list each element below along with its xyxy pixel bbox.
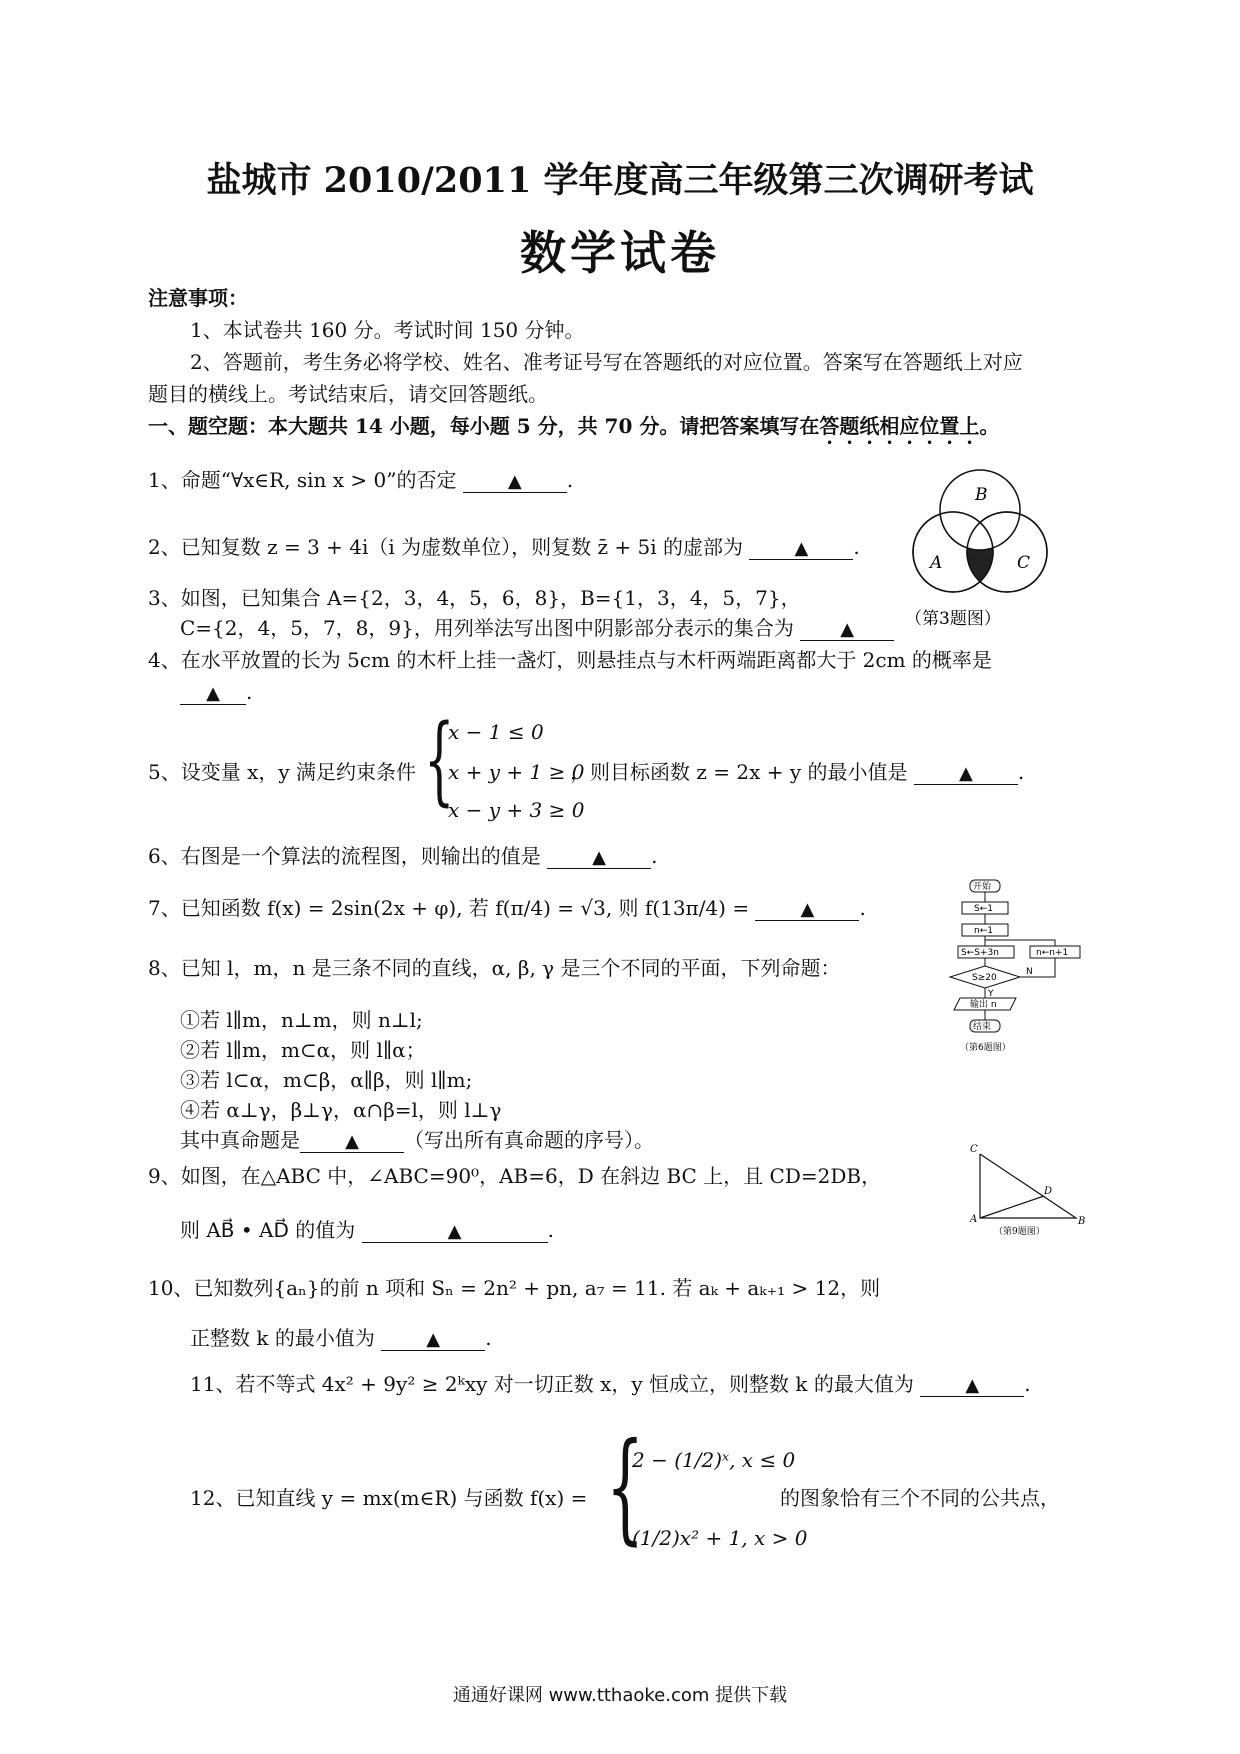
answer-blank: ▲ — [547, 848, 651, 869]
q6-text: 6、右图是一个算法的流程图，则输出的值是 — [148, 844, 541, 868]
note-item-2-cont: 题目的横线上。考试结束后，请交回答题纸。 — [148, 382, 548, 406]
question-4: 4、在水平放置的长为 5cm 的木杆上挂一盏灯，则悬挂点与木杆两端距离都大于 2cm 的概率是 — [148, 648, 992, 672]
q9-end: . — [547, 1218, 554, 1242]
question-5: 5、设变量 x，y 满足约束条件 — [148, 760, 417, 784]
q3-text: C={2，4，5，7，8，9}，用列举法写出图中阴影部分表示的集合为 — [180, 616, 794, 640]
q5-constraint-2: x + y + 1 ≥ 0 — [448, 760, 585, 784]
flow-end: 结束 — [973, 1022, 992, 1032]
q7-end: . — [859, 896, 866, 920]
flow-n-init: n←1 — [974, 926, 993, 936]
question-12: 12、已知直线 y = mx(m∈R) 与函数 f(x) = — [190, 1486, 588, 1510]
q8-proposition-4: ④若 α⊥γ，β⊥γ，α∩β=l，则 l⊥γ — [180, 1098, 502, 1122]
flow-s-init: S←1 — [974, 904, 993, 914]
question-8-ask — [180, 1128, 654, 1153]
q5-constraint-1: x − 1 ≤ 0 — [448, 720, 544, 744]
flow-caption: （第6题图） — [960, 1043, 1011, 1053]
triangle-label-c: C — [970, 1144, 978, 1155]
question-10-cont — [190, 1326, 492, 1351]
q5-brace: { — [424, 704, 455, 816]
question-2 — [148, 535, 860, 560]
answer-blank: ▲ — [800, 620, 894, 641]
q1-text: 1、命题“∀x∈R, sin x > 0”的否定 — [148, 468, 457, 492]
q5-text: ，则目标函数 z = 2x + y 的最小值是 — [570, 760, 908, 784]
q8-ask-end: （写出所有真命题的序号）。 — [404, 1128, 654, 1152]
answer-blank: ▲ — [749, 539, 853, 560]
q2-end: . — [853, 535, 860, 559]
exam-title: 盐城市 2010/2011 学年度高三年级第三次调研考试 — [206, 160, 1034, 201]
q8-proposition-2: ②若 l∥m，m⊂α，则 l∥α； — [180, 1038, 426, 1062]
q7-text: 7、已知函数 f(x) = 2sin(2x + φ), 若 f(π/4) = √3, 则 f(13π/4) = — [148, 896, 750, 920]
triangle-label-d: D — [1044, 1186, 1053, 1197]
answer-blank: ▲ — [920, 1376, 1024, 1397]
venn-label-c: C — [1017, 553, 1031, 573]
flow-yes-label: Y — [988, 989, 994, 999]
venn-caption: （第3题图） — [905, 609, 1001, 629]
question-3-cont — [180, 616, 894, 641]
answer-blank: ▲ — [300, 1132, 404, 1153]
flow-start: 开始 — [973, 882, 992, 892]
flow-no-label: N — [1026, 967, 1033, 977]
question-4-cont — [180, 680, 252, 705]
q1-end: . — [566, 468, 574, 492]
question-3: 3、如图，已知集合 A={2，3，4，5，6，8}，B={1，3，4，5，7}， — [148, 586, 801, 610]
page-footer: 通通好课网 www.tthaoke.com 提供下载 — [452, 1685, 788, 1706]
question-1 — [148, 468, 573, 493]
note-item-1: 1、本试卷共 160 分。考试时间 150 分钟。 — [190, 318, 585, 342]
section-lead: 一、题空题：本大题共 14 小题，每小题 5 分，共 70 分。请把答案填写在 — [148, 414, 820, 438]
answer-blank: ▲ — [362, 1222, 548, 1243]
question-9-cont — [180, 1218, 554, 1243]
triangle-caption: （第9题图） — [994, 1227, 1045, 1237]
question-8: 8、已知 l，m，n 是三条不同的直线，α, β, γ 是三个不同的平面，下列命题： — [148, 956, 841, 980]
q10-end: . — [485, 1326, 492, 1350]
section-heading — [148, 414, 999, 449]
q5-end: . — [1017, 760, 1025, 784]
flow-s-update: S←S+3n — [961, 948, 999, 958]
question-12-tail: 的图象恰有三个不同的公共点， — [780, 1486, 1060, 1510]
question-10: 10、已知数列{aₙ}的前 n 项和 Sₙ = 2n² + pn, a₇ = 11. 若 aₖ + aₖ₊₁ > 12，则 — [148, 1276, 881, 1300]
q11-end: . — [1024, 1372, 1031, 1396]
q4-end: . — [246, 680, 253, 704]
q8-proposition-1: ①若 l∥m，n⊥m，则 n⊥l; — [180, 1008, 423, 1032]
question-6 — [148, 844, 657, 869]
answer-blank: ▲ — [914, 764, 1018, 785]
q9-text: 则 AB⃗ • AD⃗ 的值为 — [180, 1218, 356, 1242]
question-7 — [148, 896, 866, 921]
q12-brace: { — [606, 1418, 645, 1557]
question-5-tail — [570, 760, 1024, 785]
q12-piece-1: 2 − (1/2)ˣ, x ≤ 0 — [632, 1448, 796, 1472]
note-item-2: 2、答题前，考生务必将学校、姓名、准考证号写在答题纸的对应位置。答案写在答题纸上对应 — [190, 350, 1023, 374]
q8-proposition-3: ③若 l⊂α，m⊂β，α∥β，则 l∥m; — [180, 1068, 473, 1092]
q5-constraint-3: x − y + 3 ≥ 0 — [448, 798, 585, 822]
triangle-label-b: B — [1078, 1216, 1086, 1227]
question-11 — [190, 1372, 1031, 1397]
flowchart-figure — [948, 874, 1088, 1074]
flow-n-update: n←n+1 — [1036, 948, 1069, 958]
q11-text: 11、若不等式 4x² + 9y² ≥ 2ᵏxy 对一切正数 x，y 恒成立，则整数 k 的最大值为 — [190, 1372, 914, 1396]
question-9: 9、如图，在△ABC 中，∠ABC=90⁰，AB=6，D 在斜边 BC 上，且 CD=2DB， — [148, 1164, 882, 1188]
answer-blank: ▲ — [381, 1330, 485, 1351]
triangle-label-a: A — [970, 1214, 978, 1225]
answer-blank: ▲ — [180, 684, 246, 705]
exam-subtitle: 数学试卷 — [520, 226, 720, 280]
venn-diagram — [905, 452, 1055, 632]
answer-blank: ▲ — [755, 900, 859, 921]
triangle-figure — [968, 1140, 1090, 1240]
q12-piece-2: (1/2)x² + 1, x > 0 — [632, 1526, 808, 1550]
q10-text: 正整数 k 的最小值为 — [190, 1326, 375, 1350]
notes-heading: 注意事项： — [148, 286, 248, 310]
flow-condition: S≥20 — [972, 973, 997, 983]
q2-text: 2、已知复数 z = 3 + 4i（i 为虚数单位），则复数 z̄ + 5i 的虚部为 — [148, 535, 744, 559]
venn-label-b: B — [975, 485, 988, 505]
q8-ask-text: 其中真命题是 — [180, 1128, 300, 1152]
answer-blank: ▲ — [463, 472, 567, 493]
flow-output: 输出 n — [970, 1000, 997, 1010]
q6-end: . — [651, 844, 658, 868]
section-end: 。 — [979, 414, 1000, 438]
venn-label-a: A — [930, 553, 943, 573]
section-emphasis: 答题纸相应位置上 — [819, 414, 980, 438]
